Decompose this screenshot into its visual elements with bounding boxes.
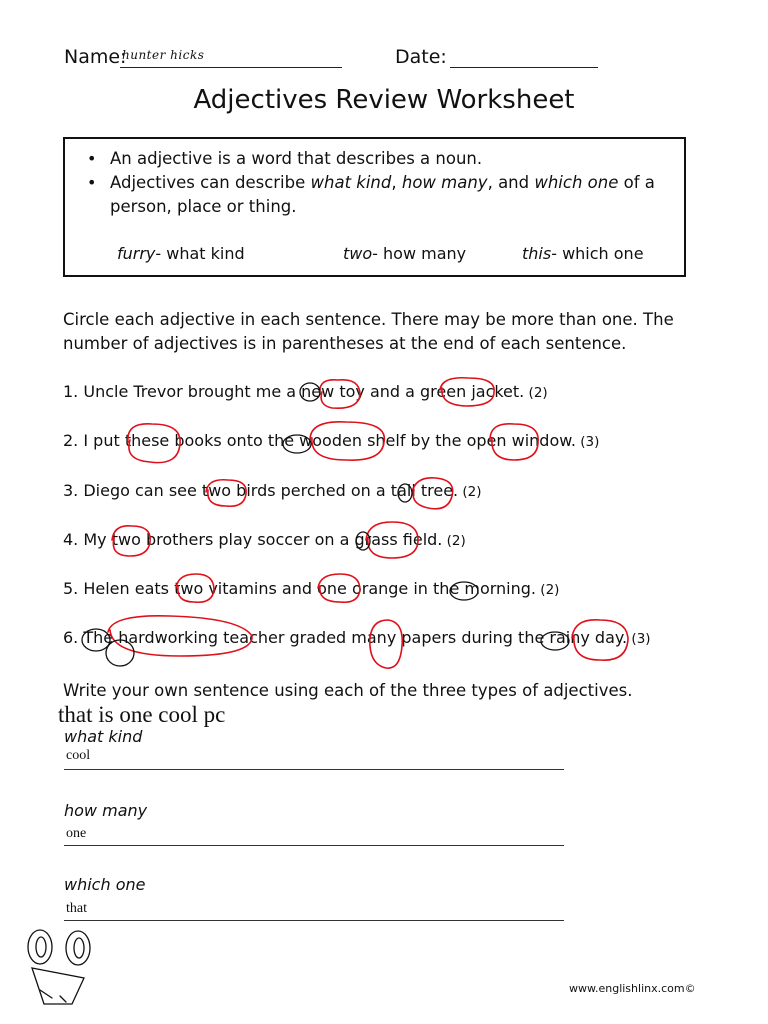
sentence-2: 2. I put these books onto the wooden shelf by the open window. (3) <box>63 431 600 450</box>
bullet-icon: • <box>87 173 97 192</box>
doodle-cup <box>32 968 84 1004</box>
sentence-6: 6. The hardworking teacher graded many papers during the rainy day. (3) <box>63 628 651 647</box>
answer-which-one[interactable]: that <box>66 901 87 916</box>
example-which-one: this- which one <box>522 244 644 263</box>
typed-sentence-answer[interactable]: that is one cool pc <box>58 702 226 727</box>
write-instructions: Write your own sentence using each of the three types of adjectives. <box>63 681 633 700</box>
doodle-mark <box>40 990 66 1002</box>
doodle-zero-left-outer <box>28 930 52 964</box>
answer-line-which-one[interactable] <box>64 920 564 921</box>
label-how-many: how many <box>64 801 148 820</box>
answer-what-kind[interactable]: cool <box>66 748 91 763</box>
bullet-definition: An adjective is a word that describes a noun. <box>110 149 483 168</box>
footer-url: www.englishlinx.com© <box>569 982 696 995</box>
doodle-zero-right-outer <box>66 931 90 965</box>
sentence-1: 1. Uncle Trevor brought me a new toy and a green jacket. (2) <box>63 382 548 401</box>
doodle-zero-right-inner <box>74 938 84 958</box>
page-title: Adjectives Review Worksheet <box>193 85 575 115</box>
instructions-line-2: number of adjectives is in parentheses at the end of each sentence. <box>63 334 627 353</box>
example-how-many: two- how many <box>343 244 467 263</box>
sentence-5: 5. Helen eats two vitamins and one orange in the morning. (2) <box>63 579 560 598</box>
instructions-line-1: Circle each adjective in each sentence. There may be more than one. The <box>63 310 674 329</box>
answer-line-what-kind[interactable] <box>64 769 564 770</box>
bullet-adjective-types: Adjectives can describe what kind, how many, and which one of a <box>110 173 655 192</box>
bullet-icon: • <box>87 149 97 168</box>
example-what-kind: furry- what kind <box>117 244 245 263</box>
label-what-kind: what kind <box>64 727 143 746</box>
label-which-one: which one <box>64 875 146 894</box>
answer-line-how-many[interactable] <box>64 845 564 846</box>
sentence-3: 3. Diego can see two birds perched on a tall tree. (2) <box>63 481 482 500</box>
name-label: Name: <box>64 46 127 68</box>
doodle-zero-left-inner <box>36 937 46 957</box>
name-line <box>120 67 342 68</box>
answer-how-many[interactable]: one <box>66 826 87 841</box>
name-handwritten-value: hunter hicks <box>122 48 205 62</box>
date-line[interactable] <box>450 67 598 68</box>
bullet-adjective-types-cont: person, place or thing. <box>110 197 297 216</box>
date-label: Date: <box>395 46 447 68</box>
sentence-4: 4. My two brothers play soccer on a grass field. (2) <box>63 530 466 549</box>
